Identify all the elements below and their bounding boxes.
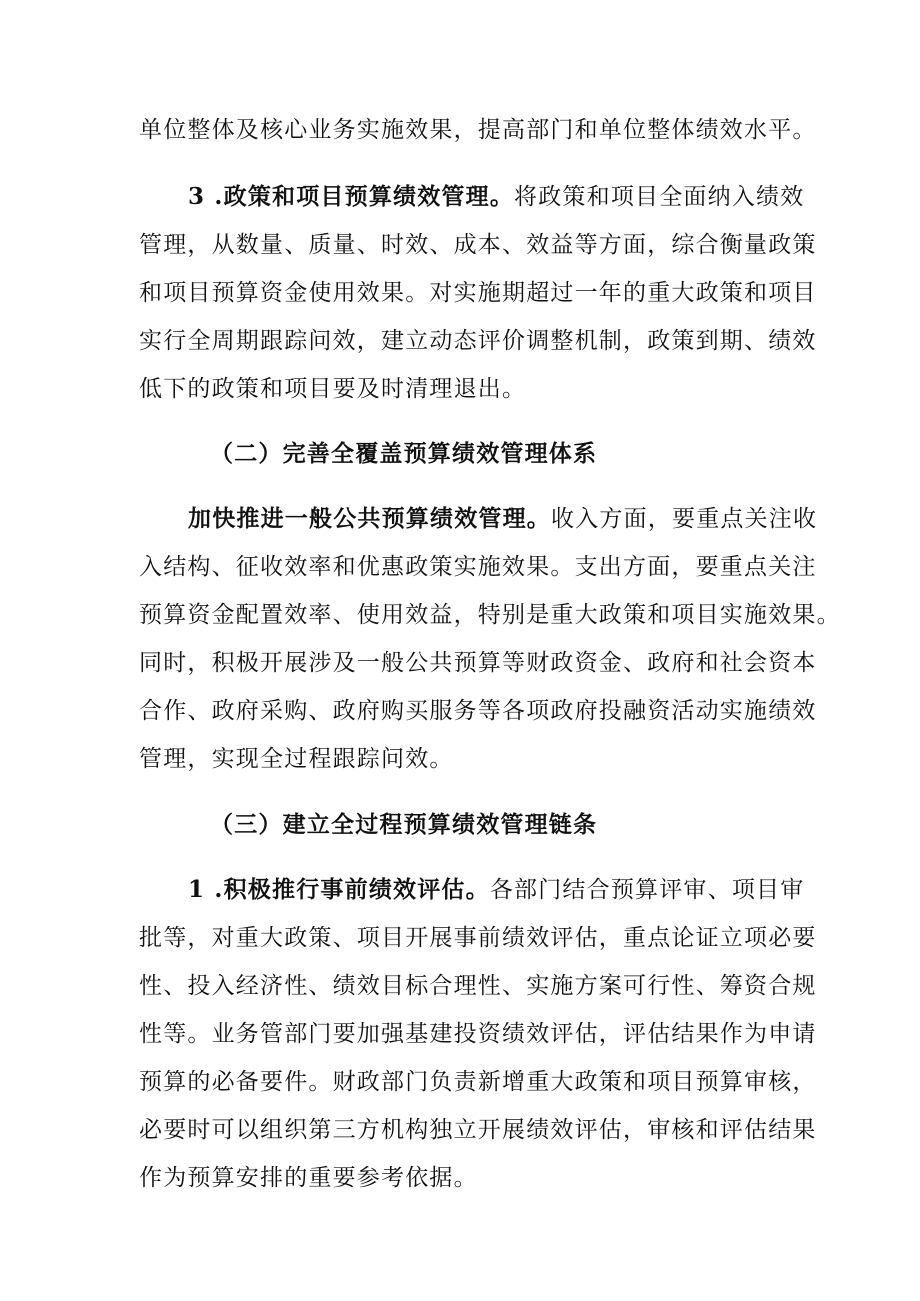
paragraph-line [188, 874, 848, 906]
section-lead-title: 加快推进一般公共预算绩效管理。 [188, 505, 551, 532]
paragraph-line [188, 181, 848, 213]
section-lead-title: 1 .积极推行事前绩效评估。 [188, 876, 490, 903]
paragraph-line: 实行全周期跟踪问效，建立动态评价调整机制，政策到期、绩效 [139, 328, 817, 354]
paragraph-line: 同时，积极开展涉及一般公共预算等财政资金、政府和社会资本 [139, 650, 817, 676]
section-heading: （二）完善全覆盖预算绩效管理体系 [210, 440, 598, 467]
paragraph-line: 预算资金配置效率、使用效益，特别是重大政策和项目实施效果。 [139, 602, 841, 628]
paragraph-line: 批等，对重大政策、项目开展事前绩效评估，重点论证立项必要 [139, 925, 817, 951]
section-lead-title: 3 .政策和项目预算绩效管理。 [188, 183, 515, 210]
paragraph-line: 低下的政策和项目要及时清理退出。 [139, 376, 527, 402]
paragraph-line: 单位整体及核心业务实施效果，提高部门和单位整体绩效水平。 [139, 117, 817, 143]
paragraph-line: 作为预算安排的重要参考依据。 [139, 1165, 478, 1191]
paragraph-line: 性等。业务管部门要加强基建投资绩效评估，评估结果作为申请 [139, 1021, 817, 1047]
section-heading: （三）建立全过程预算绩效管理链条 [210, 811, 598, 838]
paragraph-line: 预算的必备要件。财政部门负责新增重大政策和项目预算审核， [139, 1069, 817, 1095]
paragraph-line: 管理，实现全过程跟踪问效。 [139, 746, 454, 772]
paragraph-text: 收入方面，要重点关注收 [551, 506, 818, 532]
paragraph-line: 管理，从数量、质量、时效、成本、效益等方面，综合衡量政策 [139, 232, 817, 258]
paragraph-line: 性、投入经济性、绩效目标合理性、实施方案可行性、筹资合规 [139, 973, 817, 999]
paragraph-line: 合作、政府采购、政府购买服务等各项政府投融资活动实施绩效 [139, 698, 817, 724]
paragraph-line: 入结构、征收效率和优惠政策实施效果。支出方面，要重点关注 [139, 554, 817, 580]
paragraph-line [188, 503, 848, 535]
paragraph-line: 必要时可以组织第三方机构独立开展绩效评估，审核和评估结果 [139, 1117, 817, 1143]
paragraph-text: 将政策和项目全面纳入绩效 [514, 184, 805, 210]
paragraph-line: 和项目预算资金使用效果。对实施期超过一年的重大政策和项目 [139, 280, 817, 306]
paragraph-text: 各部门结合预算评审、项目审 [489, 877, 805, 903]
